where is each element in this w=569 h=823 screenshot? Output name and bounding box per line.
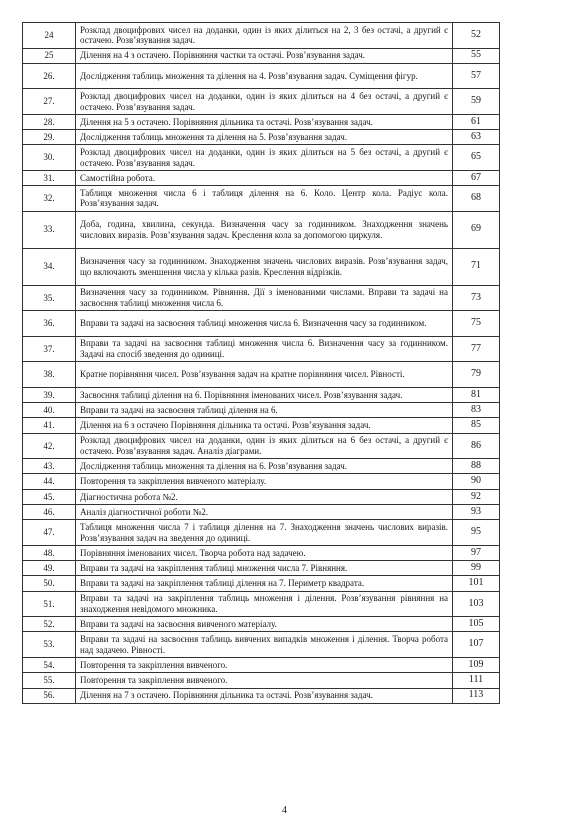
- lesson-number: 32.: [23, 186, 76, 212]
- page-ref: 113: [453, 688, 500, 703]
- page-ref: 67: [453, 170, 500, 185]
- page-ref: 88: [453, 459, 500, 474]
- lesson-number: 48.: [23, 545, 76, 560]
- lesson-topic: Ділення на 6 з остачею Порівняння дільника та остачі. Розв’язування задач.: [76, 418, 453, 433]
- table-row: [23, 402, 500, 417]
- lesson-topic: Ділення на 7 з остачею. Порівняння дільника та остачі. Розв’язування задач.: [76, 688, 453, 703]
- lesson-number: 34.: [23, 248, 76, 285]
- lesson-topic: Вправи та задачі на закріплення таблиці ділення на 7. Периметр квадрата.: [76, 576, 453, 591]
- table-row: [23, 433, 500, 459]
- lesson-number: 39.: [23, 387, 76, 402]
- lesson-topic: Засвоєння таблиці ділення на 6. Порівняння іменованих чисел. Розв’язування задач.: [76, 387, 453, 402]
- page-ref: 90: [453, 474, 500, 489]
- lesson-topic: Вправи та задачі на засвоєння таблиці ділення на 6.: [76, 402, 453, 417]
- page-ref: 111: [453, 673, 500, 688]
- lesson-number: 43.: [23, 459, 76, 474]
- lesson-topic: Вправи та задачі на засвоєння таблиці множення числа 6. Визначення часу за годинником.: [76, 311, 453, 337]
- lesson-topic: Кратне порівняння чисел. Розв’язування задач на кратне порівняння чисел. Рівності.: [76, 362, 453, 388]
- lesson-number: 52.: [23, 617, 76, 632]
- table-row: [23, 170, 500, 185]
- table-row: [23, 387, 500, 402]
- lesson-topic: Визначення часу за годинником. Знаходження значень числових виразів. Розв’язування задач, що включають зменшення числа у кілька разів. Креслення відрізків.: [76, 248, 453, 285]
- lesson-topic: Розклад двоцифрових чисел на доданки, один із яких ділиться на 2, 3 без остачі, а другий є остачею. Розв’язування задач.: [76, 23, 453, 49]
- page-ref: 61: [453, 114, 500, 129]
- page-ref: 92: [453, 489, 500, 504]
- table-row: [23, 130, 500, 145]
- page-ref: 71: [453, 248, 500, 285]
- lesson-topic: Ділення на 5 з остачею. Порівняння дільника та остачі. Розв’язування задач.: [76, 114, 453, 129]
- lesson-topic: Дослідження таблиць множення та ділення на 4. Розв’язування задач. Суміщення фігур.: [76, 63, 453, 89]
- table-row: [23, 89, 500, 115]
- lesson-number: 49.: [23, 561, 76, 576]
- lesson-number: 28.: [23, 114, 76, 129]
- page-ref: 103: [453, 591, 500, 617]
- lesson-topic: Діагностична робота №2.: [76, 489, 453, 504]
- table-row: [23, 504, 500, 519]
- page-ref: 52: [453, 23, 500, 49]
- page-ref: 68: [453, 186, 500, 212]
- table-row: [23, 576, 500, 591]
- page-ref: 65: [453, 145, 500, 171]
- lesson-number: 42.: [23, 433, 76, 459]
- page-ref: 59: [453, 89, 500, 115]
- lesson-number: 44.: [23, 474, 76, 489]
- table-row: [23, 145, 500, 171]
- lesson-topic: Визначення часу за годинником. Рівняння. Дії з іменованими числами. Вправи та задачі на засвоєння таблиці множення числа 6.: [76, 285, 453, 311]
- table-row: [23, 561, 500, 576]
- lesson-topic: Порівняння іменованих чисел. Творча робота над задачею.: [76, 545, 453, 560]
- table-row: [23, 248, 500, 285]
- lesson-topic: Таблиця множення числа 6 і таблиця ділення на 6. Коло. Центр кола. Радіус кола. Розв’язування задач.: [76, 186, 453, 212]
- table-row: [23, 474, 500, 489]
- page-ref: 63: [453, 130, 500, 145]
- lesson-number: 35.: [23, 285, 76, 311]
- lesson-number: 30.: [23, 145, 76, 171]
- lesson-topic: Вправи та задачі на закріплення таблиць множення і ділення. Розв’язування рівняння на знаходження невідомого множника.: [76, 591, 453, 617]
- page-ref: 83: [453, 402, 500, 417]
- lesson-topic: Вправи та задачі на закріплення таблиці множення числа 7. Рівняння.: [76, 561, 453, 576]
- lesson-number: 46.: [23, 504, 76, 519]
- table-row: [23, 545, 500, 560]
- lesson-topic: Дослідження таблиць множення та ділення на 5. Розв’язування задач.: [76, 130, 453, 145]
- table-row: [23, 311, 500, 337]
- lesson-number: 33.: [23, 211, 76, 248]
- lesson-topic: Вправи та задачі на засвоєння вивченого матеріалу.: [76, 617, 453, 632]
- lesson-number: 56.: [23, 688, 76, 703]
- lesson-number: 38.: [23, 362, 76, 388]
- page-ref: 93: [453, 504, 500, 519]
- page-ref: 79: [453, 362, 500, 388]
- page-ref: 75: [453, 311, 500, 337]
- page-ref: 77: [453, 336, 500, 362]
- lesson-topic: Аналіз діагностичної роботи №2.: [76, 504, 453, 519]
- page-number: 4: [282, 805, 287, 816]
- lesson-number: 55.: [23, 673, 76, 688]
- table-row: [23, 418, 500, 433]
- table-row: [23, 688, 500, 703]
- table-of-contents: [22, 22, 500, 704]
- lesson-number: 24: [23, 23, 76, 49]
- lesson-number: 36.: [23, 311, 76, 337]
- lesson-topic: Дослідження таблиць множення та ділення на 6. Розв’язування задач.: [76, 459, 453, 474]
- page-ref: 105: [453, 617, 500, 632]
- table-row: [23, 520, 500, 546]
- table-row: [23, 673, 500, 688]
- table-row: [23, 362, 500, 388]
- table-row: [23, 632, 500, 658]
- page-ref: 73: [453, 285, 500, 311]
- lesson-number: 41.: [23, 418, 76, 433]
- lesson-topic: Повторення та закріплення вивченого.: [76, 673, 453, 688]
- lesson-number: 29.: [23, 130, 76, 145]
- lesson-topic: Вправи та задачі на засвоєння таблиць вивчених випадків множення і ділення. Творча робота над задачею. Рівності.: [76, 632, 453, 658]
- lesson-topic: Повторення та закріплення вивченого.: [76, 657, 453, 672]
- lesson-number: 27.: [23, 89, 76, 115]
- lesson-number: 26.: [23, 63, 76, 89]
- lesson-topic: Розклад двоцифрових чисел на доданки, один із яких ділиться на 4 без остачі, а другий є остачею. Розв’язування задач.: [76, 89, 453, 115]
- table-row: [23, 489, 500, 504]
- table-row: [23, 114, 500, 129]
- lesson-number: 51.: [23, 591, 76, 617]
- lesson-number: 54.: [23, 657, 76, 672]
- table-row: [23, 23, 500, 49]
- lesson-number: 50.: [23, 576, 76, 591]
- table-row: [23, 48, 500, 63]
- table-row: [23, 617, 500, 632]
- lesson-number: 47.: [23, 520, 76, 546]
- page-ref: 57: [453, 63, 500, 89]
- table-row: [23, 63, 500, 89]
- page-ref: 86: [453, 433, 500, 459]
- page-ref: 107: [453, 632, 500, 658]
- lesson-topic: Розклад двоцифрових чисел на доданки, один із яких ділиться на 6 без остачі, а другий є остачею. Розв’язування задач. Аналіз діаграми.: [76, 433, 453, 459]
- lesson-topic: Самостійна робота.: [76, 170, 453, 185]
- lesson-number: 53.: [23, 632, 76, 658]
- table-row: [23, 186, 500, 212]
- lesson-number: 31.: [23, 170, 76, 185]
- table-row: [23, 336, 500, 362]
- lesson-topic: Доба, година, хвилина, секунда. Визначення часу за годинником. Знаходження значень числових виразів. Розв’язування задач. Креслення кола за допомогою циркуля.: [76, 211, 453, 248]
- page-ref: 109: [453, 657, 500, 672]
- toc-body: [23, 23, 500, 704]
- lesson-topic: Повторення та закріплення вивченого матеріалу.: [76, 474, 453, 489]
- table-row: [23, 657, 500, 672]
- lesson-number: 40.: [23, 402, 76, 417]
- lesson-topic: Вправи та задачі на засвоєння таблиці множення числа 6. Визначення часу за годинником. Задачі на спосіб зведення до одиниці.: [76, 336, 453, 362]
- page-ref: 101: [453, 576, 500, 591]
- table-row: [23, 591, 500, 617]
- page-ref: 85: [453, 418, 500, 433]
- lesson-topic: Розклад двоцифрових чисел на доданки, один із яких ділиться на 5 без остачі, а другий є остачею. Розв’язування задач.: [76, 145, 453, 171]
- table-row: [23, 285, 500, 311]
- page-ref: 99: [453, 561, 500, 576]
- page-ref: 55: [453, 48, 500, 63]
- lesson-topic: Ділення на 4 з остачею. Порівняння частки та остачі. Розв’язування задач.: [76, 48, 453, 63]
- page-ref: 95: [453, 520, 500, 546]
- table-row: [23, 459, 500, 474]
- lesson-topic: Таблиця множення числа 7 і таблиця ділення на 7. Знаходження значень числових виразів. Розв’язування задач на зведення до одиниці.: [76, 520, 453, 546]
- page-ref: 69: [453, 211, 500, 248]
- lesson-number: 45.: [23, 489, 76, 504]
- page-ref: 97: [453, 545, 500, 560]
- lesson-number: 37.: [23, 336, 76, 362]
- table-row: [23, 211, 500, 248]
- page-ref: 81: [453, 387, 500, 402]
- lesson-number: 25: [23, 48, 76, 63]
